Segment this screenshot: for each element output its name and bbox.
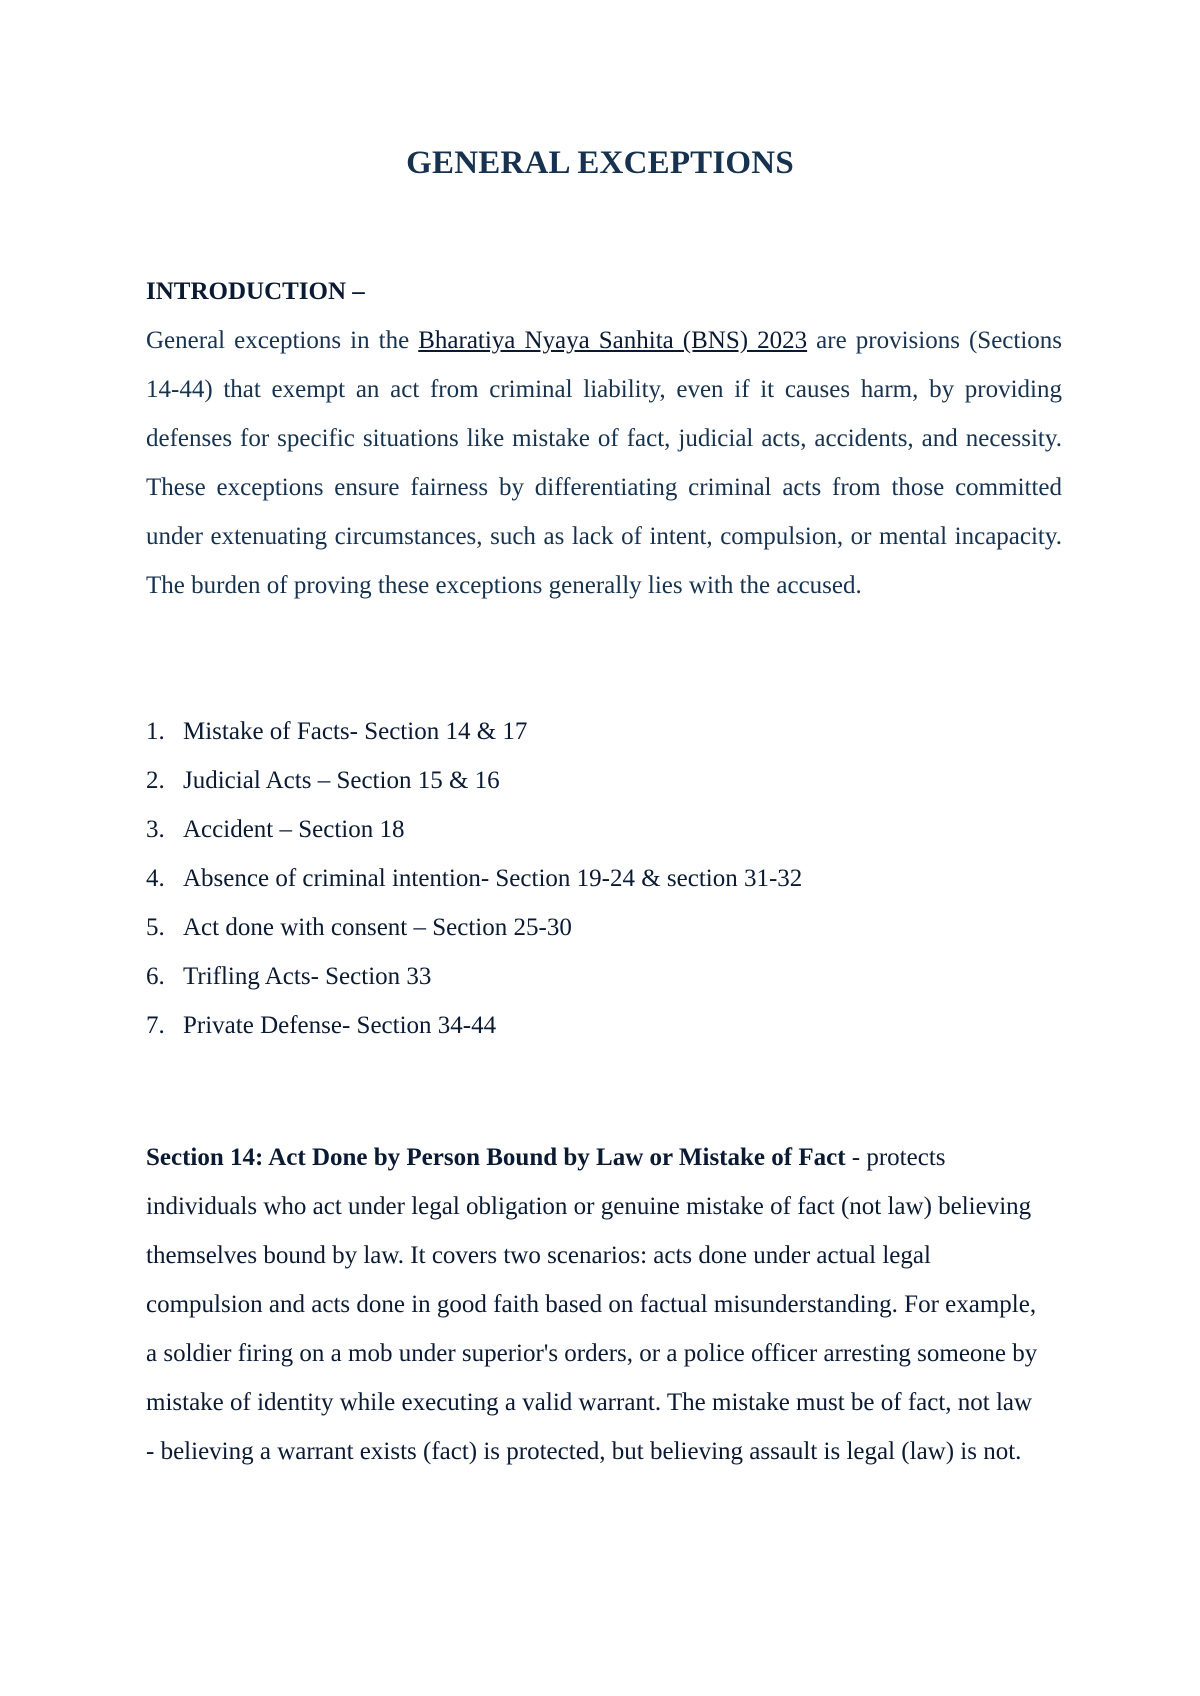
list-item-number: 1. — [146, 718, 165, 745]
bns-link[interactable]: Bharatiya Nyaya Sanhita (BNS) 2023 — [418, 327, 808, 354]
page-title: GENERAL EXCEPTIONS — [406, 145, 794, 181]
section-14-body: - protects individuals who act under legal obligation or genuine mistake of fact (not law) believing themselves bound by law. It covers two scenarios: acts done under actual legal compulsion and acts done in good faith based on factual misunderstanding. For example, a soldier firing on a mob under superior's orders, or a police officer arresting someone by mistake of identity while executing a valid warrant. The mistake must be of fact, not law - believing a warrant exists (fact) is protected, but believing assault is legal (law) is not. — [146, 1144, 1038, 1465]
list-item-text: Trifling Acts- Section 33 — [183, 963, 432, 990]
list-item — [146, 1001, 802, 1050]
list-item-text: Mistake of Facts- Section 14 & 17 — [183, 718, 528, 745]
list-item — [146, 805, 802, 854]
list-item-number: 4. — [146, 865, 165, 892]
list-item-number: 2. — [146, 767, 165, 794]
list-item — [146, 952, 802, 1001]
list-item-text: Accident – Section 18 — [183, 816, 405, 843]
list-item — [146, 854, 802, 903]
list-item-text: Private Defense- Section 34-44 — [183, 1012, 497, 1039]
intro-text-start: General exceptions in the — [146, 327, 419, 354]
list-item-number: 5. — [146, 914, 165, 941]
list-item — [146, 903, 802, 952]
list-item-number: 7. — [146, 1012, 165, 1039]
list-item-number: 6. — [146, 963, 165, 990]
list-item — [146, 756, 802, 805]
exceptions-list — [146, 707, 802, 1050]
intro-text-rest: are provisions (Sections 14-44) that exempt an act from criminal liability, even if it causes harm, by providing defenses for specific situations like mistake of fact, judicial acts, accidents, and necessity. These exceptions ensure fairness by differentiating criminal acts from those committed under extenuating circumstances, such as lack of intent, compulsion, or mental incapacity. The burden of proving these exceptions generally lies with the accused. — [146, 327, 1063, 599]
intro-heading: INTRODUCTION – — [146, 278, 365, 305]
list-item-number: 3. — [146, 816, 165, 843]
section-14-heading: Section 14: Act Done by Person Bound by Law or Mistake of Fact — [146, 1144, 846, 1171]
list-item-text: Judicial Acts – Section 15 & 16 — [183, 767, 500, 794]
section-14-paragraph — [146, 1133, 1046, 1476]
list-item — [146, 707, 802, 756]
list-item-text: Absence of criminal intention- Section 19-24 & section 31-32 — [183, 865, 803, 892]
intro-paragraph — [146, 316, 1062, 610]
list-item-text: Act done with consent – Section 25-30 — [183, 914, 572, 941]
